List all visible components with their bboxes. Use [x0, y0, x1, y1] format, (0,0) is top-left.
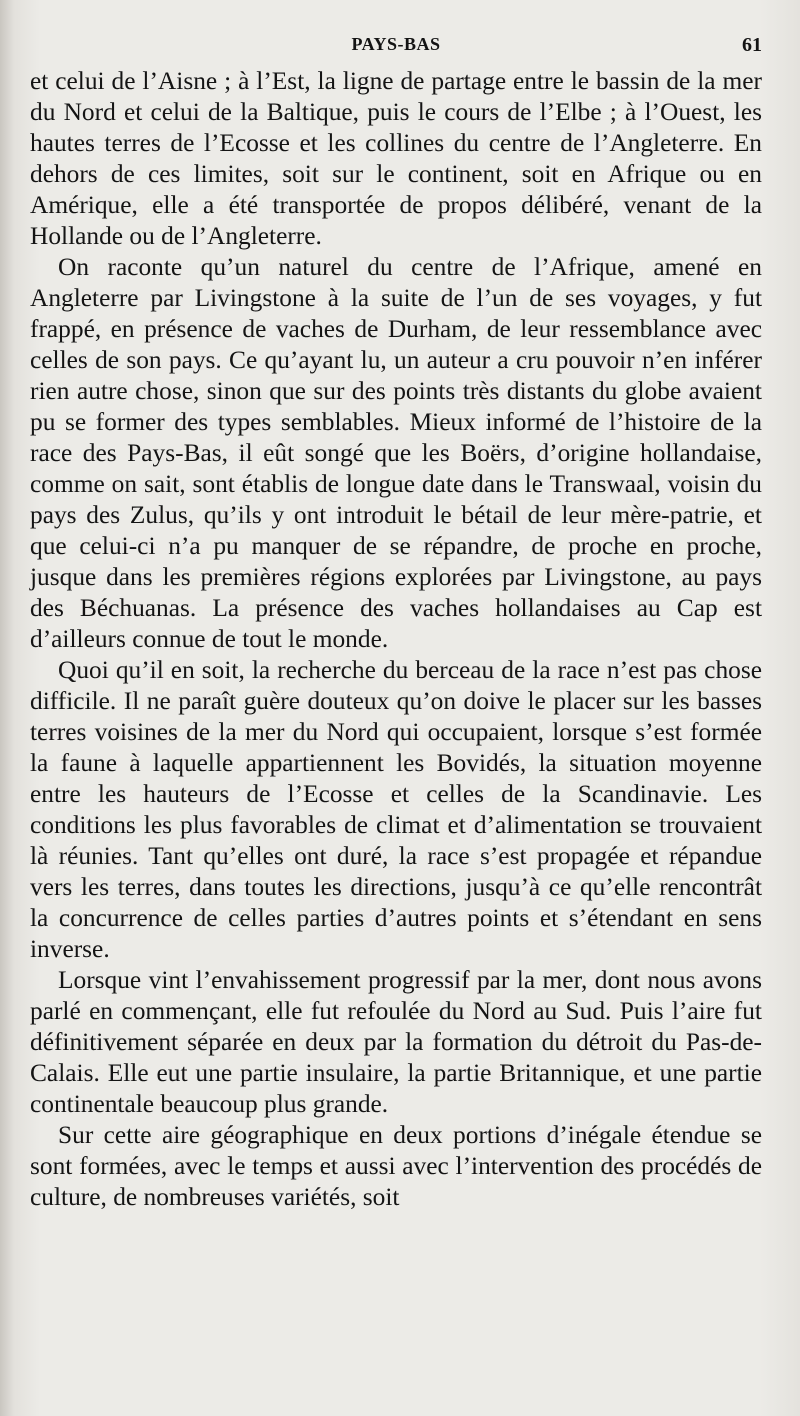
paragraph-continued: et celui de l’Aisne ; à l’Est, la ligne de partage entre le bassin de la mer du Nord et celui de la Baltique, puis le cours de l’Elbe ; à l’Ouest, les hautes terres de l’Ecosse et les collines du centre de l’Angleterre. En dehors de ces limites, soit sur le continent, soit en Afrique ou en Amérique, elle a été transportée de propos délibéré, venant de la Hollande ou de l’Angleterre. [30, 67, 762, 250]
page-header [30, 30, 762, 66]
body-text [30, 66, 762, 1213]
paragraph: Quoi qu’il en soit, la recherche du berceau de la race n’est pas chose difficile. Il ne paraît guère douteux qu’on doive le placer sur les basses terres voisines de la mer du Nord qui occupaient, lorsque s’est formée la faune à laquelle appartiennent les Bovidés, la situation moyenne entre les hauteurs de l’Ecosse et celles de la Scandinavie. Les conditions les plus favorables de climat et d’alimentation se trouvaient là réunies. Tant qu’elles ont duré, la race s’est propagée et répandue vers les terres, dans toutes les directions, jusqu’à ce qu’elle rencontrât la concurrence de celles parties d’autres points et s’étendant en sens inverse. [30, 656, 762, 963]
page-number: 61 [742, 34, 762, 56]
running-head: PAYS-BAS [351, 34, 441, 54]
paragraph: Sur cette aire géographique en deux portions d’inégale étendue se sont formées, avec le temps et aussi avec l’intervention des procédés de culture, de nombreuses variétés, soit [30, 1121, 762, 1211]
paragraph: On raconte qu’un naturel du centre de l’Afrique, amené en Angleterre par Livingstone à la suite de l’un de ses voyages, y fut frappé, en présence de vaches de Durham, de leur ressemblance avec celles de son pays. Ce qu’ayant lu, un auteur a cru pouvoir n’en inférer rien autre chose, sinon que sur des points très distants du globe avaient pu se former des types semblables. Mieux informé de l’histoire de la race des Pays-Bas, il eût songé que les Boërs, d’origine hollandaise, comme on sait, sont établis de longue date dans le Transwaal, voisin du pays des Zulus, qu’ils y ont introduit le bétail de leur mère-patrie, et que celui-ci n’a pu manquer de se répandre, de proche en proche, jusque dans les premières régions explorées par Livingstone, au pays des Béchuanas. La présence des vaches hollandaises au Cap est d’ailleurs connue de tout le monde. [30, 253, 762, 653]
paragraph: Lorsque vint l’envahissement progressif par la mer, dont nous avons parlé en commençant, elle fut refoulée du Nord au Sud. Puis l’aire fut définitivement séparée en deux par la formation du détroit du Pas-de-Calais. Elle eut une partie insulaire, la partie Britannique, et une partie continentale beaucoup plus grande. [30, 966, 762, 1118]
